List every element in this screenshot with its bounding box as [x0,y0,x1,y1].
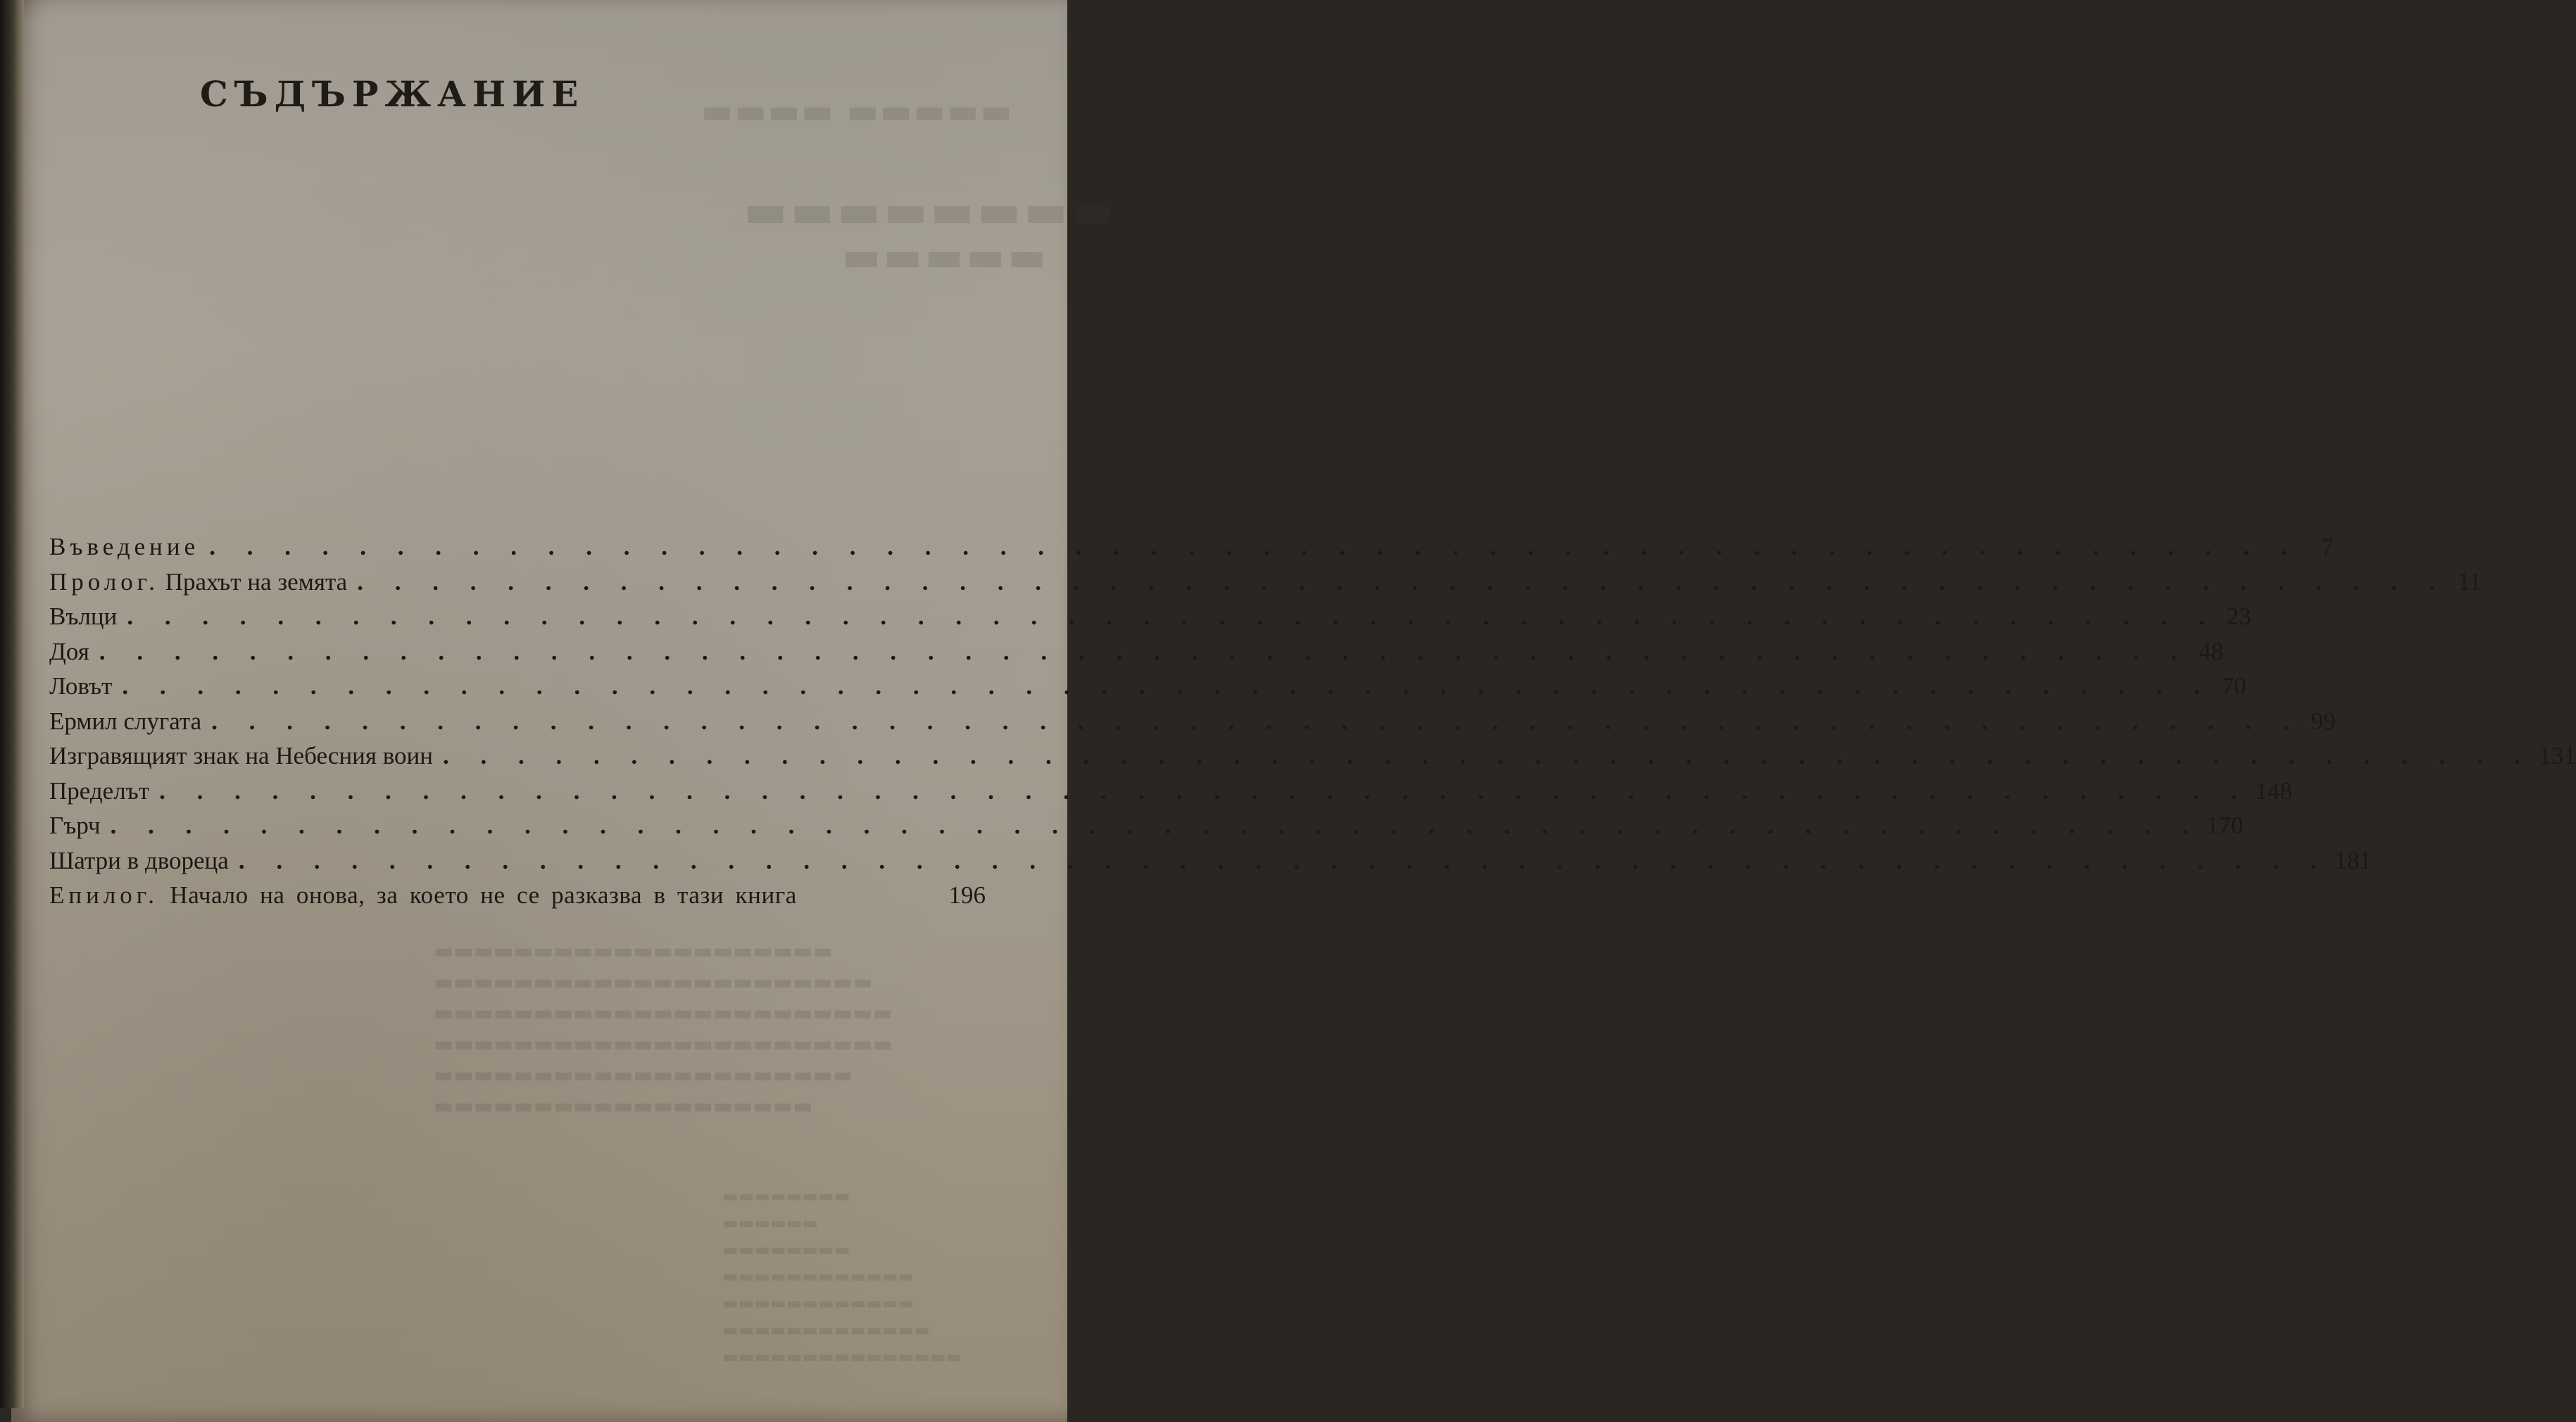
toc-entry-title [49,634,99,669]
toc-page-number: 70 [2221,672,2247,700]
table-of-contents [49,529,2576,913]
toc-entry [49,738,2576,774]
dot-leader: . . . . . . . . . . . . . . . . . . . . . . . . . . . . . . . . . . . . . . . . . . . . . . . . . . . . . . . . [443,742,2534,769]
toc-entry-rest: Начало на онова, за което не се разказва в тази книга [158,881,797,909]
book-page [11,0,2576,1422]
toc-entry [49,878,986,913]
dot-leader: . . . . . . . . . . . . . . . . . . . . . . . . . . . . . . . . . . . . . . . . . . . . . . . . . . . . . . . . [209,533,2300,560]
toc-entry-title [49,774,159,809]
toc-entry-rest: Ермил слугата [49,707,202,735]
toc-entry-title [49,529,209,565]
toc-entry-title [49,599,127,634]
toc-entry-title [49,704,211,739]
toc-page-number: 181 [2335,846,2372,874]
toc-entry-rest: Доя [49,637,89,665]
toc-page-number: 148 [2255,776,2292,805]
toc-page-number: 48 [2199,637,2224,665]
bleed-through-text: ▬▬▬▬ ▬▬▬▬▬ [701,92,1014,131]
toc-page-number: 99 [2311,707,2336,735]
toc-entry [49,565,2482,600]
toc-entry-title [49,738,443,774]
toc-entry-rest: Гърч [49,812,101,839]
toc-page-number: 196 [948,881,986,909]
toc-entry-title [49,669,122,704]
bleed-through-text: ▬▬▬▬▬▬▬▬▬▬▬▬▬▬▬▬▬▬▬▬ ▬▬▬▬▬▬▬▬▬▬▬▬▬▬▬▬▬▬▬▬▬▬ ▬▬▬▬▬▬▬▬▬▬▬▬▬▬▬▬▬▬▬▬▬▬▬ ▬▬▬▬▬▬▬▬▬▬▬▬▬▬▬▬▬▬▬▬▬▬▬ ▬▬▬▬▬▬▬▬▬▬▬▬▬▬▬▬▬▬▬▬▬ ▬▬▬▬▬▬▬▬▬▬▬▬▬▬▬▬▬▬▬ [434,939,893,1119]
toc-entry [49,808,2244,843]
toc-entry [49,843,2372,879]
toc-page-number: 131 [2539,742,2576,769]
dot-leader: . . . . . . . . . . . . . . . . . . . . . . . . . . . . . . . . . . . . . . . . . . . . . . . . . . . . . . . . [211,707,2302,735]
toc-entry [49,529,2334,565]
bleed-through-text: ▬▬▬▬▬▬▬▬ [743,183,1117,238]
toc-entry-rest: Вълци [49,603,118,630]
toc-entry-title [49,843,239,879]
dot-leader: . . . . . . . . . . . . . . . . . . . . . . . . . . . . . . . . . . . . . . . . . . . . . . . . . . . . . . . . [159,776,2250,805]
toc-entry-rest: Прахът на земята [158,567,348,596]
toc-entry-lead: Епилог. [49,881,158,909]
toc-entry-title [49,878,807,913]
toc-entry-title [49,808,111,843]
toc-page-number: 23 [2226,603,2251,630]
toc-entry [49,704,2336,739]
dot-leader: . . . . . . . . . . . . . . . . . . . . . . . . . . . . . . . . . . . . . . . . . . . . . . . . . . . . . . . . [122,672,2213,700]
toc-entry-lead: Въведение [49,533,200,560]
toc-entry-rest: Ловът [49,672,113,700]
page-title: СЪДЪРЖАНИЕ [200,73,585,115]
toc-entry [49,669,2247,704]
dot-leader: . . . . . . . . . . . . . . . . . . . . . . . . . . . . . . . . . . . . . . . . . . . . . . . . . . . . . . . . [357,567,2448,596]
dot-leader: . . . . . . . . . . . . . . . . . . . . . . . . . . . . . . . . . . . . . . . . . . . . . . . . . . . . . . . . [127,603,2218,630]
toc-entry-title [49,565,357,600]
toc-entry-rest: Шатри в двореца [49,846,229,874]
book-gutter [0,0,24,1408]
toc-entry-lead: Пролог. [49,567,159,596]
toc-entry-rest: Изгравящият знак на Небесния воин [49,742,433,769]
dot-leader: . . . . . . . . . . . . . . . . . . . . . . . . . . . . . . . . . . . . . . . . . . . . . . . . . . . . . . . . [238,846,2330,874]
toc-page-number: 7 [2320,533,2334,560]
toc-entry [49,599,2251,634]
bleed-through-text: ▬▬▬▬▬ [842,232,1049,280]
toc-page-number: 170 [2206,812,2244,839]
toc-entry [49,774,2292,809]
bleed-through-text: ▬▬▬▬▬▬▬▬ ▬▬▬▬▬▬ ▬▬▬▬▬▬▬▬ ▬▬▬▬▬▬▬▬▬▬▬▬ ▬▬▬▬▬▬▬▬▬▬▬▬ ▬▬▬▬▬▬▬▬▬▬▬▬▬ ▬▬▬▬▬▬▬▬▬▬▬▬▬▬▬ [722,1186,962,1366]
toc-entry-rest: Пределът [49,776,150,805]
toc-entry [49,634,2224,669]
toc-page-number: 11 [2457,567,2482,596]
dot-leader: . . . . . . . . . . . . . . . . . . . . . . . . . . . . . . . . . . . . . . . . . . . . . . . . . . . . . . . . [110,812,2201,839]
dot-leader: . . . . . . . . . . . . . . . . . . . . . . . . . . . . . . . . . . . . . . . . . . . . . . . . . . . . . . . . [99,637,2190,665]
